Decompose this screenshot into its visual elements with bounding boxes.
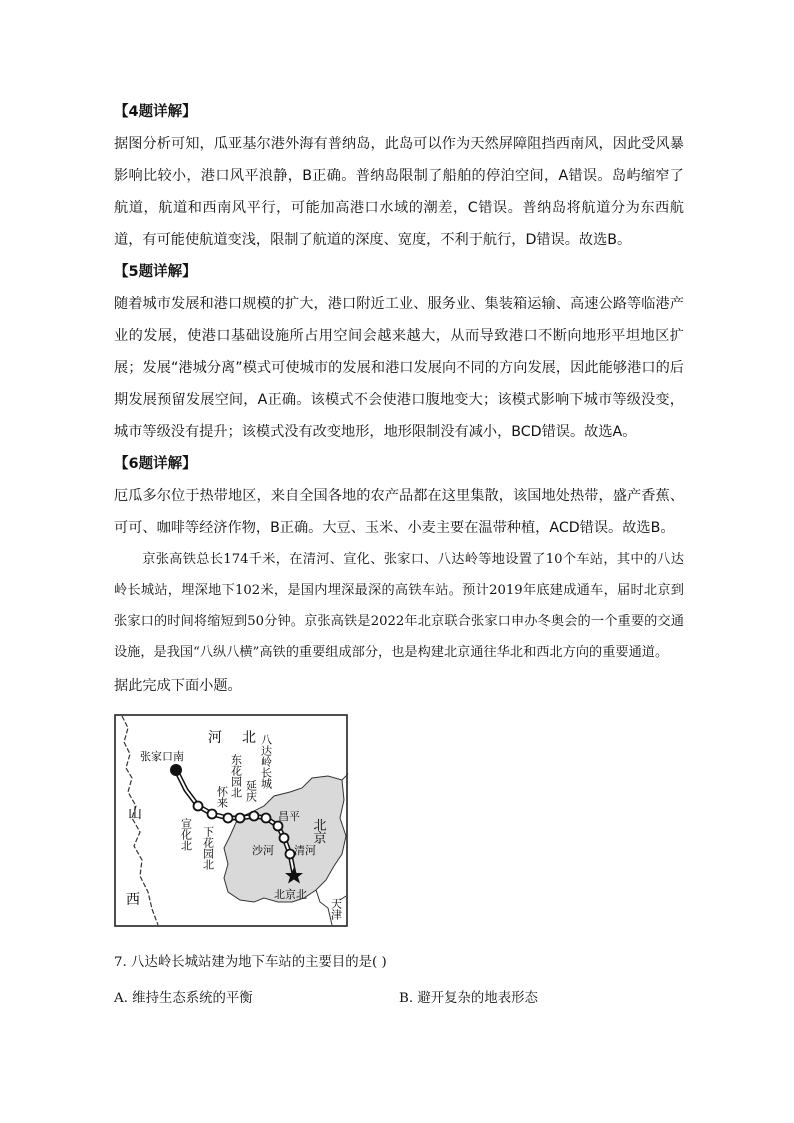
- label-beijing-bei: 北京北: [274, 888, 307, 901]
- label-changping: 昌平: [278, 810, 300, 823]
- station-yanqing: [262, 814, 271, 823]
- label-tianjin: 天津: [329, 898, 343, 920]
- label-donghuayuan-bei: 东花园北: [229, 754, 243, 798]
- label-shanxi-1: 山: [128, 806, 142, 822]
- question-7-options: [114, 986, 684, 1012]
- instruction-text: 据此完成下面小题。: [114, 678, 242, 694]
- label-hebei-2: 北: [242, 730, 256, 746]
- label-xiahuayuan-bei: 下花园北: [201, 826, 215, 870]
- section-4-title: 【4题详解】: [114, 104, 197, 120]
- section-6-text: 厄瓜多尔位于热带地区，来自全国各地的农产品都在这里集散，该国地处热带，盛产香蕉、可可、咖啡等经济作物，B正确。大豆、玉米、小麦主要在温带种植，ACD错误。故选B。: [114, 488, 684, 536]
- station-badaling: [250, 812, 259, 821]
- reading-passage-text: 京张高铁总长174千米，在清河、宣化、张家口、八达岭等地设置了10个车站，其中的八达岭长城站，埋深地下102米，是国内埋深最深的高铁车站。预计2019年底建成通车，届时北京到张家口的时间将缩短到50分钟。京张高铁是2022年北京联合张家口申办冬奥会的一个重要的交通设施，是我国“八纵八横”高铁的重要组成部分，也是构建北京通往华北和西北方向的重要通道。: [114, 552, 684, 660]
- station-huailai: [224, 814, 233, 823]
- section-5-title: 【5题详解】: [114, 264, 197, 280]
- railway-map-svg: [114, 714, 350, 930]
- label-badaling-changcheng: 八达岭长城: [259, 734, 273, 789]
- label-beijing: 北京: [310, 818, 326, 844]
- label-qinghe: 清河: [294, 844, 316, 857]
- label-shahe: 沙河: [252, 844, 274, 857]
- station-zhangjiakou-nan: [170, 764, 182, 776]
- railway-map: [114, 714, 350, 930]
- question-7: 7. 八达岭长城站建为地下车站的主要目的是( ): [114, 955, 387, 970]
- station-donghuayuan-bei: [236, 814, 245, 823]
- station-shahe: [280, 834, 289, 843]
- label-hebei-1: 河: [208, 730, 222, 746]
- option-a[interactable]: A. 维持生态系统的平衡: [114, 991, 253, 1006]
- label-xuanhua-bei: 宣化北: [179, 818, 193, 851]
- station-xiahuayuan-bei: [208, 810, 217, 819]
- option-b[interactable]: B. 避开复杂的地表形态: [399, 991, 538, 1006]
- section-4-text: 据图分析可知，瓜亚基尔港外海有普纳岛，此岛可以作为天然屏障阻挡西南风，因此受风暴影响比较小，港口风平浪静，B正确。普纳岛限制了船舶的停泊空间，A错误。岛屿缩窄了航道，航道和西南风平行，可能加高港口水域的潮差，C错误。普纳岛将航道分为东西航道，有可能使航道变浅，限制了航道的深度、宽度，不利于航行，D错误。故选B。: [114, 136, 684, 248]
- label-shanxi-2: 西: [126, 892, 140, 908]
- reading-passage: [114, 544, 684, 668]
- document-body: [114, 96, 684, 1012]
- section-6-title: 【6题详解】: [114, 456, 197, 472]
- section-5-text: 随着城市发展和港口规模的扩大，港口附近工业、服务业、集装箱运输、高速公路等临港产业的发展，使港口基础设施所占用空间会越来越大，从而导致港口不断向地形平坦地区扩展；发展“港城分离”模式可使城市的发展和港口发展向不同的方向发展，因此能够港口的后期发展预留发展空间，A正确。该模式不会使港口腹地变大；该模式影响下城市等级没变，城市等级没有提升；该模式没有改变地形，地形限制没有减小，BCD错误。故选A。: [114, 296, 684, 440]
- label-yanqing: 延庆: [244, 780, 258, 802]
- label-zhangjiakou-nan: 张家口南: [140, 750, 184, 763]
- station-xuanhua-bei: [194, 802, 203, 811]
- label-huailai: 怀来: [215, 786, 229, 808]
